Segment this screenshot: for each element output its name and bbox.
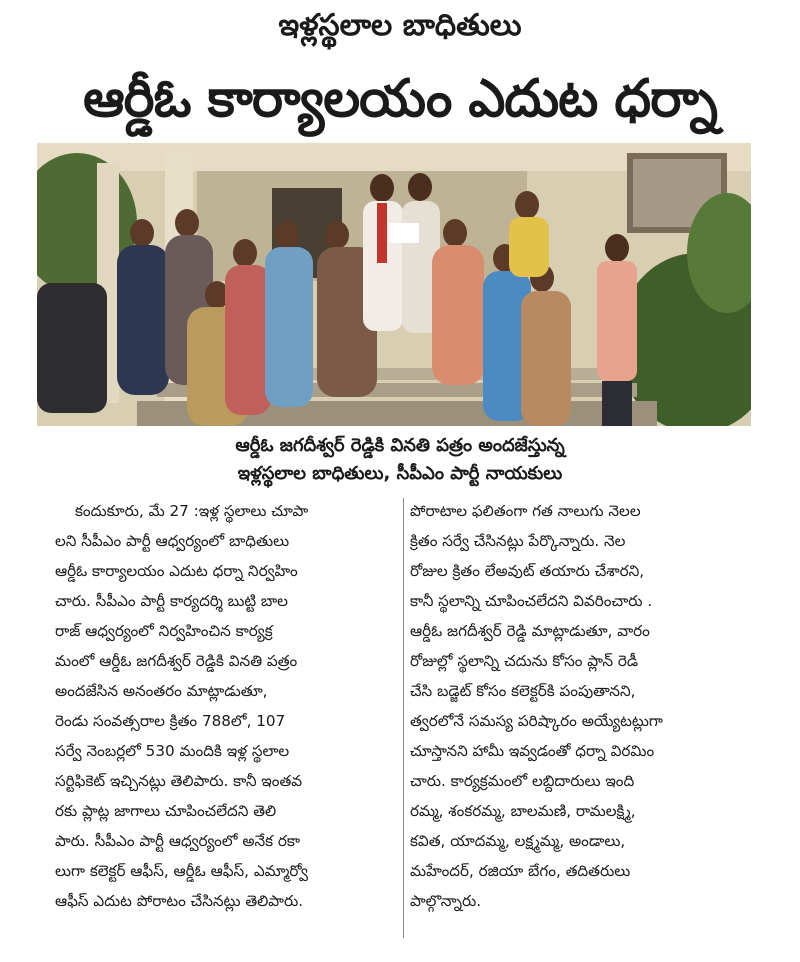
main-headline: ఆర్డీఓ కార్యాలయం ఎదుట ధర్నా <box>83 69 717 129</box>
article-line: మహేందర్, రజియా బేగం, తదితరులు <box>410 862 631 880</box>
article-line: రోజుల క్రితం లేఅవుట్ తయారు చేశారని, <box>410 562 645 580</box>
article-line: క్రితం సర్వే చేసినట్లు పేర్కొన్నారు. నెల <box>410 532 626 550</box>
article-line: పారు. సీపీఎం పార్టీ ఆధ్వర్యంలో అనేక రకా <box>55 832 301 850</box>
photo-illustration <box>37 143 751 426</box>
article-line: ఆఫీస్ ఎదుట పోరాటం చేసినట్లు తెలిపారు. <box>55 892 304 910</box>
article-line: అందజేసిన అనంతరం మాట్లాడుతూ, <box>55 682 268 700</box>
article-line: లుగా కలెక్టర్ ఆఫీస్, ఆర్డీఓ ఆఫీస్, ఎమ్మార్వో <box>55 862 308 880</box>
caption-line-1: ఆర్డీఓ జగదీశ్వర్ రెడ్డికి వినతి పత్రం అందజేస్తున్న <box>235 435 565 456</box>
article-line: చేసి బడ్జెట్ కోసం కలెక్టర్‌కి పంపుతానని, <box>410 682 636 700</box>
article-line: ఆర్డీఓ జగదీశ్వర్ రెడ్డి మాట్లాడుతూ, వారం <box>410 622 650 640</box>
article-line: చూస్తానని హామీ ఇవ్వడంతో ధర్నా విరమిం <box>410 742 655 760</box>
photo-caption <box>100 432 700 488</box>
article-line: రమ్మ, శంకరమ్మ, బాలమణి, రామలక్ష్మి, <box>410 802 636 820</box>
article-line: చారు. సీపీఎం పార్టీ కార్యదర్శి బుట్టి బాల <box>55 592 288 610</box>
news-photo <box>37 143 751 426</box>
caption-line-2: ఇళ్లస్థలాల బాధితులు, సీపీఎం పార్టీ నాయకులు <box>237 463 563 484</box>
article-line: పాల్గొన్నారు. <box>410 892 482 910</box>
article-line: రెండు సంవత్సరాల క్రితం 788లో, 107 <box>55 712 286 730</box>
article-line: త్వరలోనే సమస్య పరిష్కారం అయ్యేటట్లుగా <box>410 712 663 730</box>
column-divider <box>403 498 404 938</box>
kicker-headline: ఇళ్లస్థలాల బాధితులు <box>278 8 522 43</box>
article-line: కందుకూరు, మే 27 :ఇళ్ల స్థలాలు చూపా <box>75 502 309 520</box>
article-line: కవిత, యాదమ్మ, లక్ష్మమ్మ, అండాలు, <box>410 832 626 850</box>
article-line: రోజుల్లో స్థలాన్ని చదును కోసం ప్లాన్ రెడీ <box>410 652 639 670</box>
article-line: సర్టిఫికెట్ ఇచ్చినట్లు తెలిపారు. కానీ ఇంతవ <box>55 772 303 790</box>
article-line: లని సీపీఎం పార్టీ ఆధ్వర్యంలో బాధితులు <box>55 532 290 550</box>
article-line: పోరాటాల ఫలితంగా గత నాలుగు నెలల <box>410 502 641 520</box>
article-line: మంలో ఆర్డీఓ జగదీశ్వర్ రెడ్డికి వినతి పత్రం <box>55 652 298 670</box>
article-column-right <box>410 496 748 916</box>
article-line: రకు ప్లాట్ల జాగాలు చూపించలేదని తెలి <box>55 802 277 820</box>
article-line: కానీ స్థలాన్ని చూపించలేదని వివరించారు . <box>410 592 653 610</box>
article-line: ఆర్డీఓ కార్యాలయం ఎదుట ధర్నా నిర్వహిం <box>55 562 298 580</box>
article-line: సర్వే నెంబర్లలో 530 మందికి ఇళ్ల స్థలాల <box>55 742 290 760</box>
article-line: రాజ్ ఆధ్వర్యంలో నిర్వహించిన కార్యక్ర <box>55 622 273 640</box>
article-column-left <box>55 496 393 916</box>
article-line: చారు. కార్యక్రమంలో లబ్దిదారులు ఇంది <box>410 772 635 790</box>
